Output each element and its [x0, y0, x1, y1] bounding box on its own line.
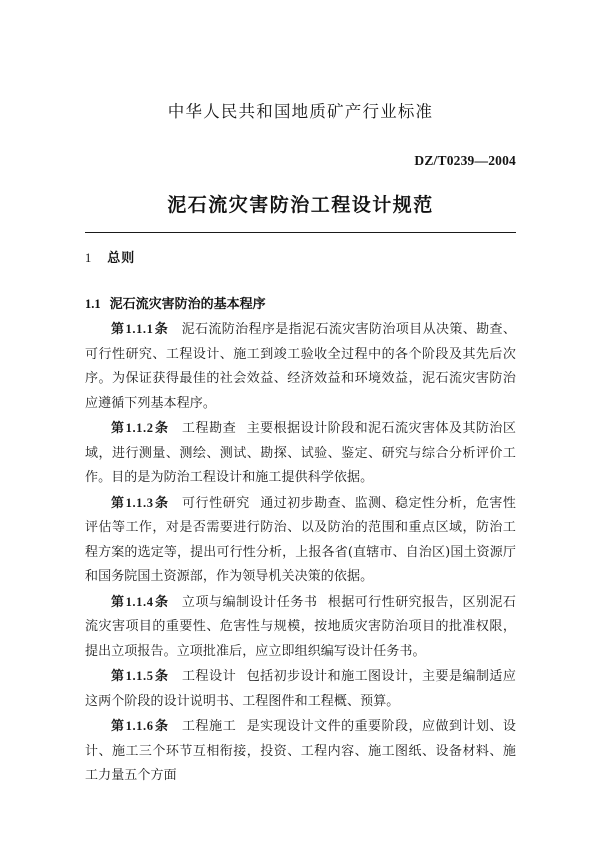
- clause-term: 工程勘查: [181, 421, 237, 436]
- clause-text: 根据可行性研究报告，区别泥石流灾害项目的重要性、危害性与规模，按地质灾害防治项目的批准权限，提出立项报告。立项批准后，应立即组织编写设计任务书。: [85, 594, 517, 659]
- standard-number: DZ/T0239—2004: [414, 153, 516, 169]
- clause-label-suffix: 条: [154, 322, 169, 337]
- clause-label: [111, 496, 169, 511]
- clause-list: [85, 317, 516, 789]
- clause-label-suffix: 条: [154, 421, 169, 436]
- subsection-title: 泥石流灾害防治的基本程序: [109, 296, 266, 312]
- clause-paragraph: [85, 590, 516, 665]
- clause-label-prefix: 第: [111, 669, 125, 684]
- clause-number: 1.1.2: [125, 421, 154, 435]
- clause-text: 泥石流防治程序是指泥石流灾害防治项目从决策、勘查、可行性研究、工程设计、施工到竣工验收全过程中的各个阶段及其先后次序。为保证获得最佳的社会效益、经济效益和环境效益，泥石流灾害防治应遵循下列基本程序。: [85, 322, 516, 411]
- subsection-number: 1.1: [85, 296, 101, 311]
- clause-label: [111, 322, 168, 337]
- clause-label-prefix: 第: [111, 495, 125, 511]
- clause-paragraph: [85, 664, 516, 714]
- clause-label-suffix: 条: [154, 669, 169, 684]
- clause-label-prefix: 第: [111, 719, 125, 734]
- clause-label: [111, 669, 169, 684]
- clause-label-prefix: 第: [111, 594, 125, 610]
- clause-label: [111, 421, 169, 436]
- subsection-heading: [85, 292, 516, 318]
- chapter-heading: [85, 246, 516, 272]
- issuing-organization-line: 中华人民共和国地质矿产行业标准: [167, 102, 434, 121]
- clause-paragraph: [85, 416, 516, 491]
- chapter-number: 1: [85, 251, 92, 265]
- masthead: [85, 100, 516, 241]
- clause-number: 1.1.5: [125, 669, 154, 683]
- clause-label-suffix: 条: [154, 594, 169, 610]
- clause-label: [111, 595, 169, 610]
- clause-number: 1.1.1: [125, 322, 154, 336]
- clause-label-suffix: 条: [154, 495, 169, 511]
- chapter-title: 总则: [107, 251, 136, 266]
- clause-paragraph: [85, 317, 516, 416]
- clause-label: [111, 719, 169, 734]
- clause-term: 工程施工: [181, 719, 237, 734]
- clause-text: 是实现设计文件的重要阶段，应做到计划、设计、施工三个环节互相衔接，投资、工程内容、施工图纸、设备材料、施工力量五个方面: [85, 719, 517, 783]
- clause-label-prefix: 第: [111, 322, 125, 337]
- clause-text: 主要根据设计阶段和泥石流灾害体及其防治区域，进行测量、测绘、测试、勘探、试验、鉴定、研究与综合分析评价工作。目的是为防治工程设计和施工提供科学依据。: [85, 421, 517, 485]
- clause-number: 1.1.6: [125, 719, 154, 733]
- clause-term: 工程设计: [181, 669, 237, 684]
- clause-term: 可行性研究: [181, 495, 250, 511]
- document-title: 泥石流灾害防治工程设计规范: [167, 194, 434, 217]
- clause-text: 通过初步勘查、监测、稳定性分析，危害性评估等工作，对是否需要进行防治、以及防治的范围和重点区域，防治工程方案的选定等，提出可行性分析，上报各省(直辖市、自治区)国土资源厅和国务院国土资源部，作为领导机关决策的依据。: [85, 495, 517, 584]
- document-body: [85, 246, 516, 789]
- clause-label-prefix: 第: [111, 421, 125, 436]
- clause-paragraph: [85, 491, 516, 590]
- clause-number: 1.1.4: [125, 594, 154, 609]
- clause-number: 1.1.3: [125, 495, 154, 510]
- clause-text: 包括初步设计和施工图设计，主要是编制适应这两个阶段的设计说明书、工程图件和工程概、预算。: [85, 669, 517, 709]
- clause-paragraph: [85, 714, 516, 789]
- clause-label-suffix: 条: [154, 719, 169, 734]
- clause-term: 立项与编制设计任务书: [181, 594, 318, 610]
- title-divider-rule: [85, 232, 516, 233]
